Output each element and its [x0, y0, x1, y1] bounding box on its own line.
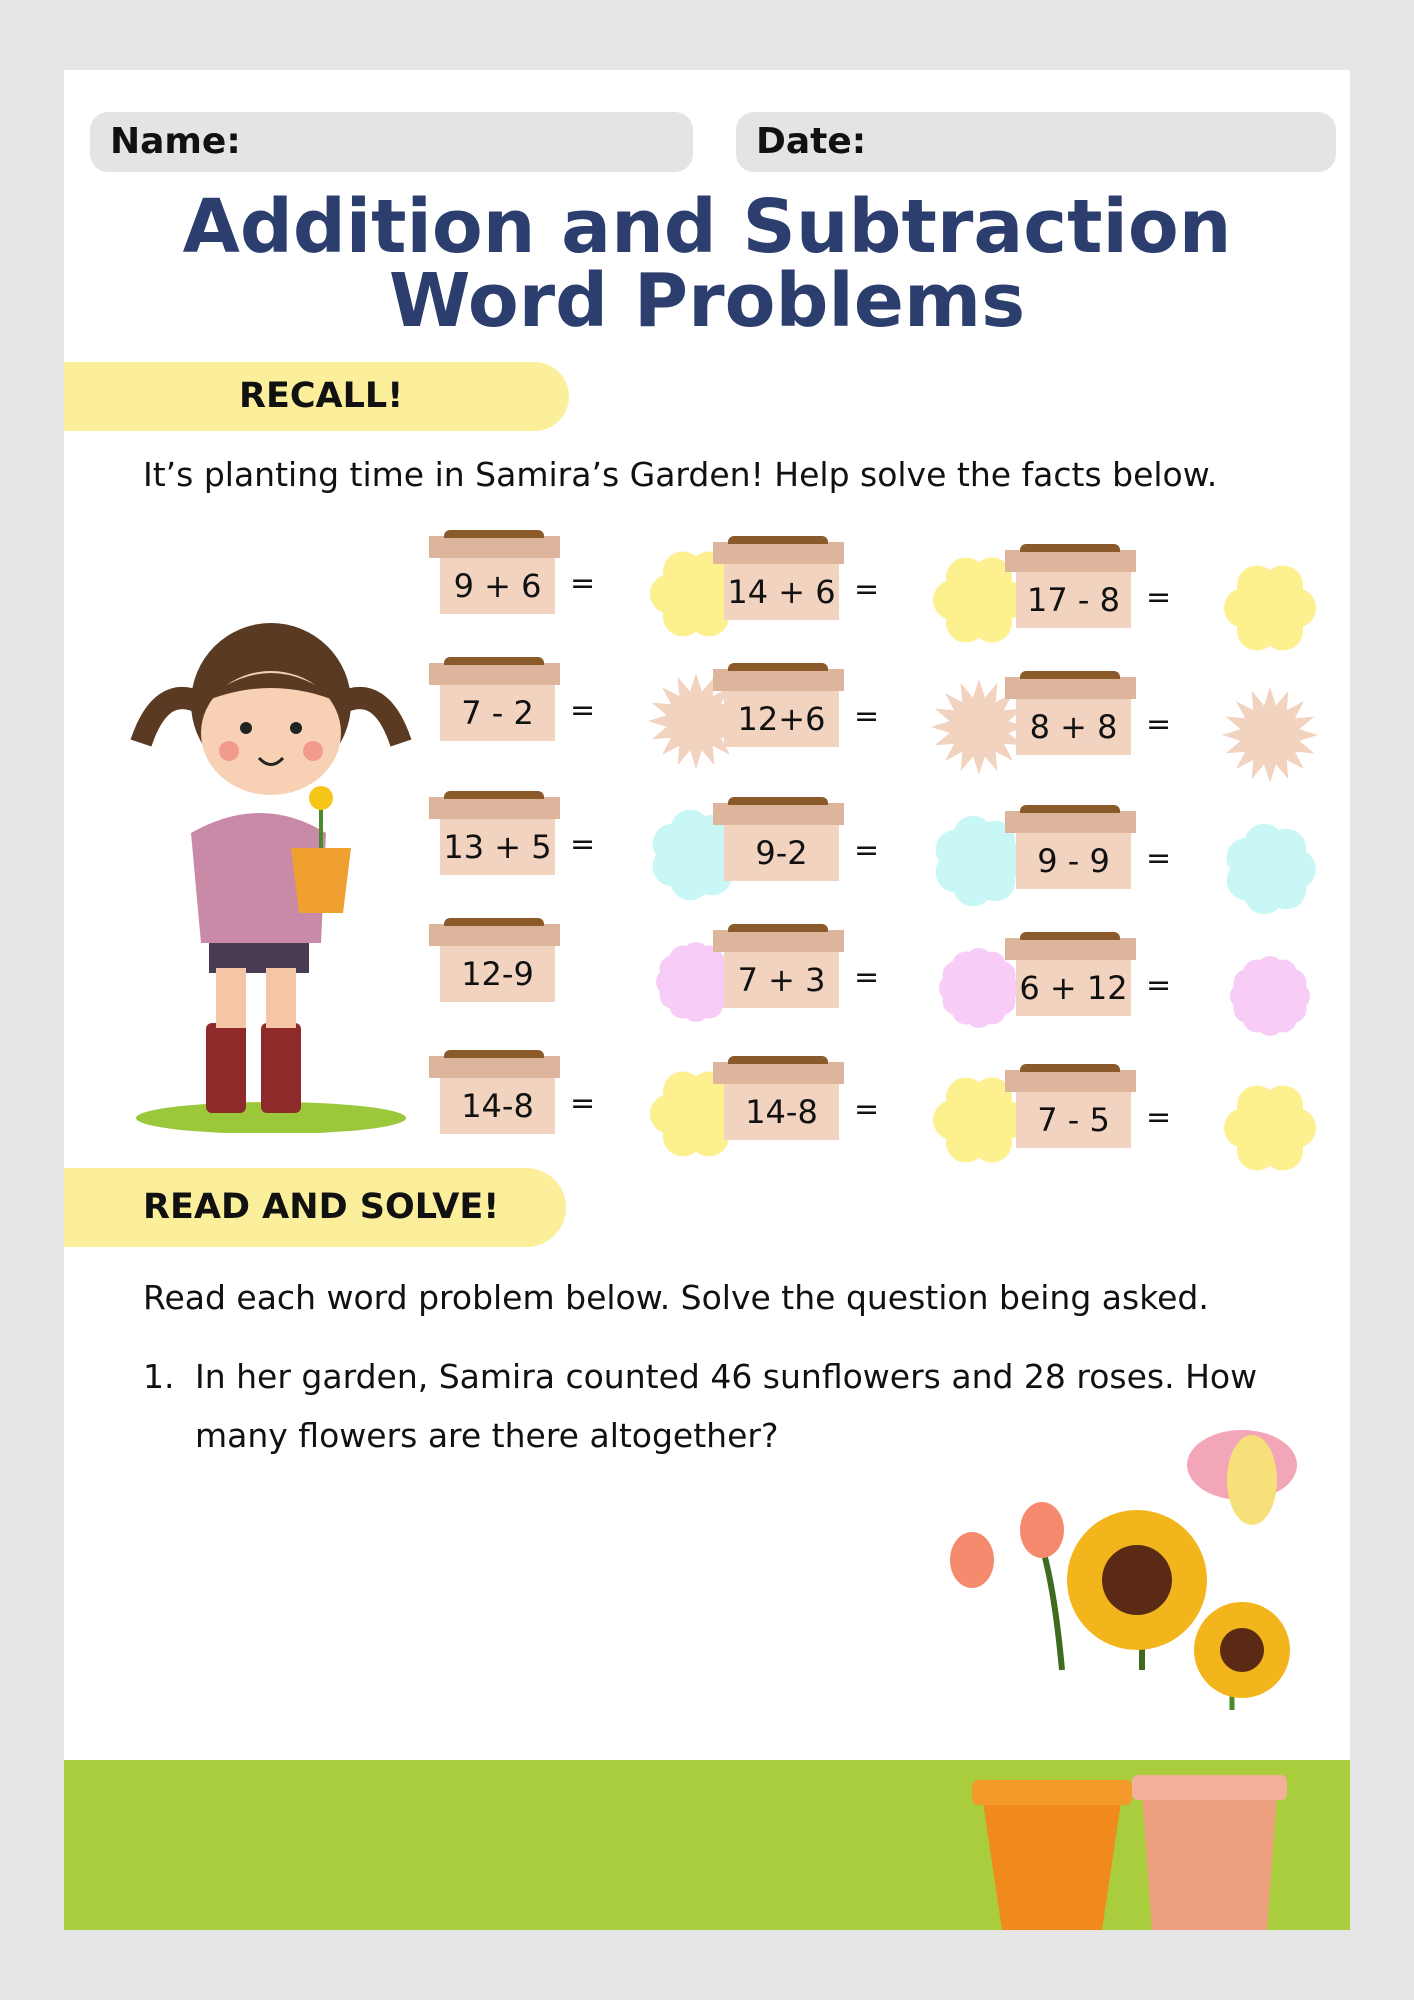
math-expression: 13 + 5: [440, 819, 555, 875]
equals-sign: =: [854, 572, 880, 607]
box-lid: [1005, 677, 1136, 699]
equals-sign: =: [854, 699, 880, 734]
soil: [1020, 1064, 1120, 1072]
problem-text-line-2: many flowers are there altogether?: [195, 1416, 779, 1455]
answer-flower-icon[interactable]: [1222, 1080, 1318, 1176]
equals-sign: =: [854, 1092, 880, 1127]
box-lid: [429, 536, 560, 558]
seed-box-problem: [1010, 677, 1131, 755]
soil: [444, 791, 544, 799]
seed-box-problem: [718, 1062, 839, 1140]
math-expression: 9 + 6: [440, 558, 555, 614]
equals-sign: =: [570, 827, 596, 862]
equals-sign: =: [854, 960, 880, 995]
box-lid: [713, 542, 844, 564]
answer-flower-icon[interactable]: [1222, 560, 1318, 656]
seed-box-problem: [434, 1056, 555, 1134]
seed-box-problem: [718, 669, 839, 747]
soil: [728, 536, 828, 544]
equals-sign: =: [570, 693, 596, 728]
answer-flower-icon[interactable]: [1222, 687, 1318, 783]
math-expression: 14-8: [440, 1078, 555, 1134]
math-expression: 14-8: [724, 1084, 839, 1140]
soil: [728, 924, 828, 932]
soil: [444, 1050, 544, 1058]
seed-box-problem: [434, 797, 555, 875]
math-expression: 7 - 5: [1016, 1092, 1131, 1148]
math-expression: 7 + 3: [724, 952, 839, 1008]
box-lid: [713, 669, 844, 691]
seed-box-problem: [1010, 1070, 1131, 1148]
name-field[interactable]: [90, 112, 693, 172]
math-expression: 17 - 8: [1016, 572, 1131, 628]
girl-illustration-icon: [121, 593, 421, 1133]
recall-heading: RECALL!: [239, 376, 404, 416]
box-lid: [1005, 938, 1136, 960]
math-expression: 14 + 6: [724, 564, 839, 620]
problem-number: 1.: [143, 1357, 175, 1396]
equals-sign: =: [1146, 968, 1172, 1003]
box-lid: [713, 930, 844, 952]
seed-box-problem: [1010, 811, 1131, 889]
math-expression: 12-9: [440, 946, 555, 1002]
name-label: Name:: [110, 121, 241, 162]
date-field[interactable]: [736, 112, 1336, 172]
soil: [728, 663, 828, 671]
box-lid: [713, 803, 844, 825]
problem-text-line-1: In her garden, Samira counted 46 sunflowers and 28 roses. How: [195, 1357, 1258, 1396]
read-solve-heading: READ AND SOLVE!: [143, 1187, 500, 1227]
box-lid: [713, 1062, 844, 1084]
answer-flower-icon[interactable]: [1222, 821, 1318, 917]
math-expression: 8 + 8: [1016, 699, 1131, 755]
equals-sign: =: [570, 566, 596, 601]
read-solve-banner: [64, 1168, 566, 1247]
date-label: Date:: [756, 121, 867, 162]
soil: [444, 918, 544, 926]
equals-sign: =: [1146, 841, 1172, 876]
equals-sign: =: [1146, 580, 1172, 615]
box-lid: [1005, 811, 1136, 833]
equals-sign: =: [1146, 1100, 1172, 1135]
soil: [1020, 544, 1120, 552]
title-line-2: Word Problems: [388, 258, 1026, 344]
math-expression: 9 - 9: [1016, 833, 1131, 889]
math-expression: 12+6: [724, 691, 839, 747]
soil: [728, 797, 828, 805]
soil: [1020, 932, 1120, 940]
box-lid: [429, 663, 560, 685]
box-lid: [429, 797, 560, 819]
box-lid: [1005, 1070, 1136, 1092]
seed-box-problem: [434, 663, 555, 741]
flower-pots-icon: [942, 1410, 1350, 1930]
seed-box-problem: [1010, 550, 1131, 628]
math-expression: 7 - 2: [440, 685, 555, 741]
equals-sign: =: [570, 1086, 596, 1121]
recall-banner: [64, 362, 569, 431]
seed-box-problem: [434, 536, 555, 614]
box-lid: [429, 924, 560, 946]
equals-sign: =: [854, 833, 880, 868]
seed-box-problem: [718, 803, 839, 881]
seed-box-problem: [718, 930, 839, 1008]
soil: [444, 530, 544, 538]
soil: [1020, 805, 1120, 813]
worksheet: [64, 70, 1350, 1930]
box-lid: [1005, 550, 1136, 572]
page-title: [64, 184, 1350, 344]
read-solve-instruction: Read each word problem below. Solve the question being asked.: [143, 1278, 1209, 1317]
math-expression: 6 + 12: [1016, 960, 1131, 1016]
seed-box-problem: [1010, 938, 1131, 1016]
box-lid: [429, 1056, 560, 1078]
seed-box-problem: [718, 542, 839, 620]
soil: [728, 1056, 828, 1064]
soil: [444, 657, 544, 665]
answer-flower-icon[interactable]: [1222, 948, 1318, 1044]
equals-sign: =: [1146, 707, 1172, 742]
recall-intro: It’s planting time in Samira’s Garden! Help solve the facts below.: [143, 455, 1218, 494]
title-line-1: Addition and Subtraction: [182, 184, 1232, 270]
soil: [1020, 671, 1120, 679]
seed-box-problem: [434, 924, 555, 1002]
math-expression: 9-2: [724, 825, 839, 881]
